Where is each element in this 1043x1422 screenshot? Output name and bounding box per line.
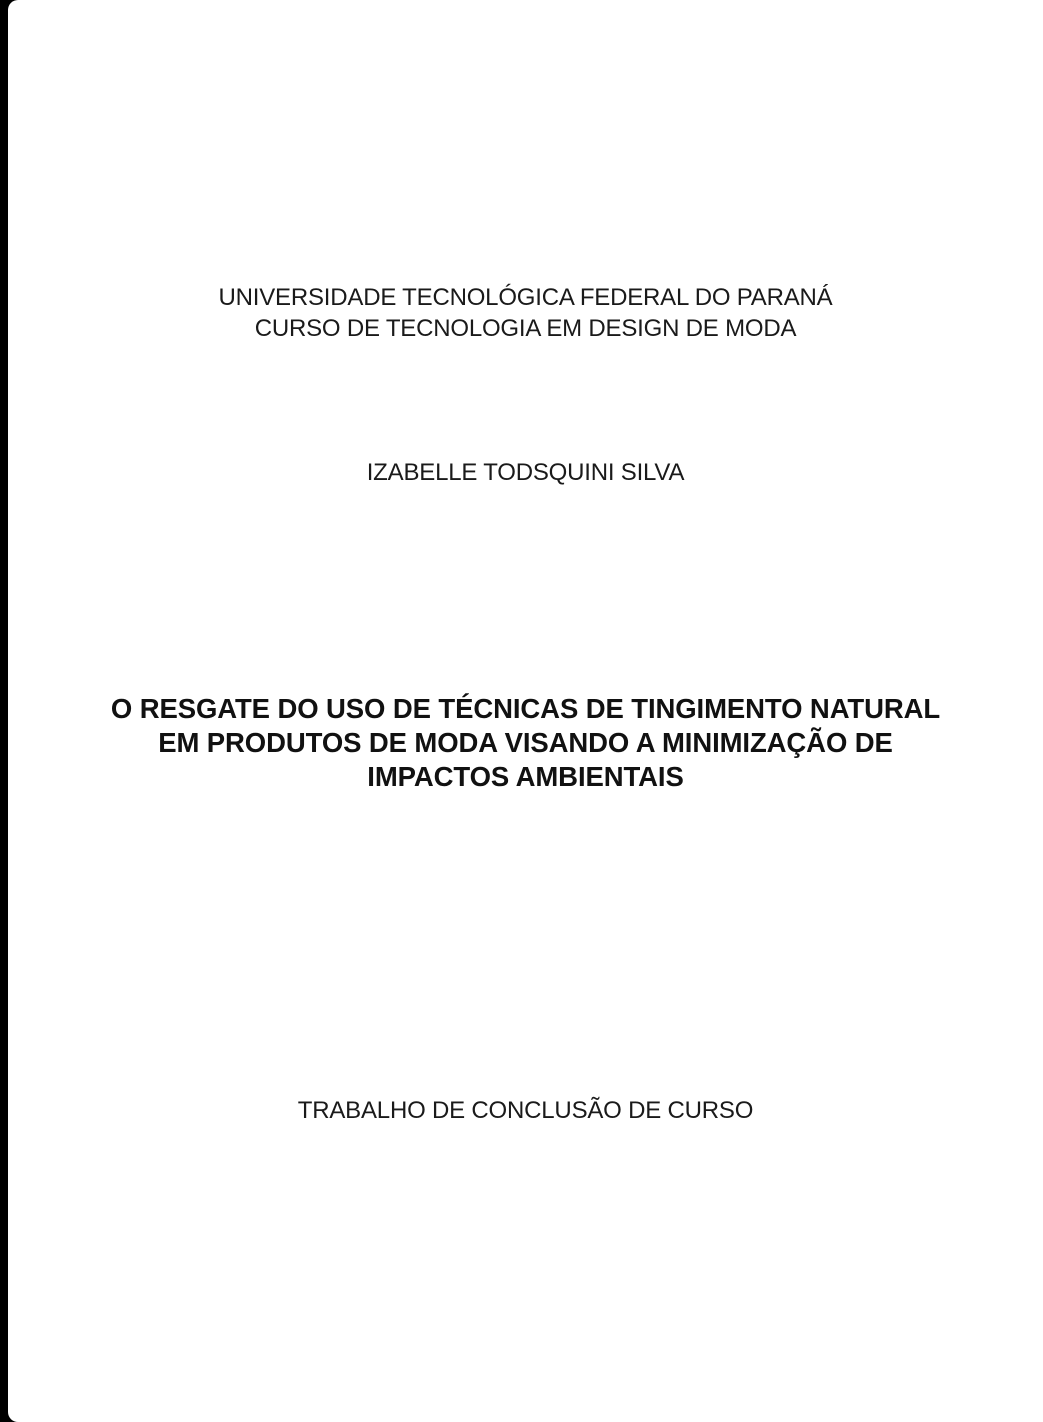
- document-page: [8, 0, 1043, 1422]
- author-name: IZABELLE TODSQUINI SILVA: [366, 459, 685, 486]
- course-name: CURSO DE TECNOLOGIA EM DESIGN DE MODA: [254, 315, 797, 342]
- institution-name: UNIVERSIDADE TECNOLÓGICA FEDERAL DO PARANÁ: [218, 284, 833, 311]
- title-line-3: IMPACTOS AMBIENTAIS: [367, 761, 684, 792]
- document-type: TRABALHO DE CONCLUSÃO DE CURSO: [297, 1097, 754, 1124]
- title-line-2: EM PRODUTOS DE MODA VISANDO A MINIMIZAÇÃO DE: [158, 727, 893, 758]
- title-line-1: O RESGATE DO USO DE TÉCNICAS DE TINGIMENTO NATURAL: [110, 693, 941, 724]
